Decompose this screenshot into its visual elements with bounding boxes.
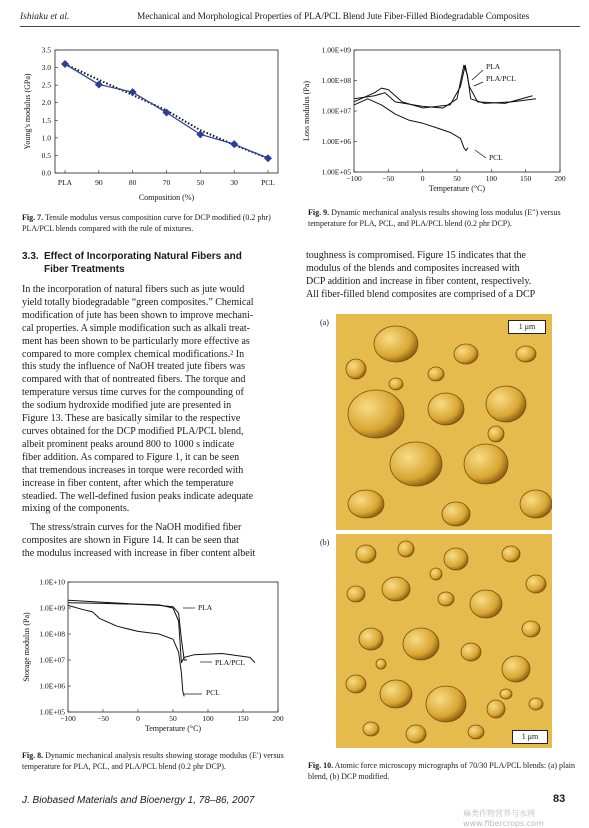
- y-tick-label: 0.5: [41, 150, 51, 160]
- series-label-leader: [475, 150, 486, 158]
- section-number: 3.3.: [22, 251, 39, 262]
- afm-texture-b: [336, 534, 552, 748]
- para1-line: this study the influence of NaOH treated jute fibers was: [22, 361, 245, 373]
- afm-domain: [426, 686, 466, 722]
- x-tick-label: PLA: [57, 178, 73, 187]
- figure-7-caption: [22, 212, 288, 234]
- afm-domain: [520, 490, 552, 518]
- para1-line: Figure 13. These are basically similar to the respective: [22, 413, 241, 425]
- x-tick-label: 50: [196, 178, 205, 187]
- figure-10-caption-label: Fig. 10.: [308, 761, 334, 770]
- para1-line: steadied. The well-defined fusion peaks indicate adequate: [22, 490, 254, 502]
- right-col-line: toughness is compromised. Figure 15 indicates that the: [306, 250, 526, 261]
- x-tick-label: 100: [202, 714, 214, 723]
- afm-domain: [526, 575, 546, 593]
- afm-micrograph-b: [336, 534, 552, 748]
- afm-domain: [487, 700, 505, 718]
- figure-9: [300, 40, 578, 200]
- footer-journal: J. Biobased Materials and Bioenergy 1, 78–86, 2007: [22, 795, 255, 806]
- para1-line: increase in fiber content, after which the temperature: [22, 477, 234, 489]
- afm-domain: [398, 541, 414, 557]
- figure-10-caption: [308, 760, 576, 782]
- para1-line: cal properties. A simple modification such as alkali treat-: [22, 322, 250, 334]
- figure-9-caption: [308, 207, 576, 229]
- y-tick-label: 1.0E+06: [39, 681, 65, 691]
- afm-domain: [403, 628, 439, 660]
- y-tick-label: 1.00E+07: [321, 106, 351, 116]
- para2-line: composites are shown in Figure 14. It can be seen that: [22, 534, 239, 546]
- x-tick-label: 150: [520, 174, 532, 183]
- y-tick-label: 2.5: [41, 80, 51, 90]
- afm-domain: [346, 359, 366, 379]
- para1-line: the sodium hydroxide modified jute are presented in: [22, 400, 232, 412]
- series-line-pcl: [68, 605, 184, 696]
- y-tick-label: 0.0: [41, 168, 51, 178]
- afm-domain: [464, 444, 508, 484]
- y-axis-title: Young's modulus (GPa): [23, 73, 32, 150]
- data-point-marker: [129, 88, 137, 96]
- y-tick-label: 2.0: [41, 98, 51, 108]
- series-label: PCL: [489, 153, 503, 162]
- x-tick-label: −100: [346, 174, 362, 183]
- x-tick-label: 30: [230, 178, 238, 187]
- figure-10-caption-text: Atomic force microscopy micrographs of 70/30 PLA/PCL blends: (a) plain blend, (b) DCP modified.: [308, 761, 575, 781]
- para1-line: ment has been shown to be particularly more effective as: [22, 335, 250, 347]
- para1-line: curves obtained for the DCP modified PLA/PCL blend,: [22, 425, 244, 437]
- x-tick-label: 70: [162, 178, 171, 187]
- afm-domain: [461, 643, 481, 661]
- y-tick-label: 1.0E+08: [39, 629, 65, 639]
- series-line-pla: [68, 603, 187, 660]
- body-paragraph-2: [22, 522, 288, 561]
- y-tick-label: 1.00E+05: [321, 167, 351, 177]
- figure-9-caption-label: Fig. 9.: [308, 208, 330, 217]
- figure-8-caption: [22, 750, 288, 772]
- series-line-pla-pcl: [68, 600, 255, 662]
- afm-domain: [430, 568, 442, 580]
- data-point-marker: [61, 60, 69, 68]
- afm-domain: [502, 546, 520, 562]
- y-tick-label: 1.0E+09: [39, 603, 65, 613]
- y-tick-label: 1.00E+09: [321, 45, 351, 55]
- data-point-marker: [264, 154, 272, 162]
- afm-domain: [356, 545, 376, 563]
- figure-8-caption-label: Fig. 8.: [22, 751, 44, 760]
- plot-frame: [68, 582, 278, 712]
- series-label: PLA: [486, 62, 501, 71]
- x-tick-label: 0: [136, 714, 140, 723]
- figure-9-caption-text: Dynamic mechanical analysis results showing loss modulus (E″) versus temperature for PLA, PCL, and PLA/PCL blend (0.2 phr DCP).: [308, 208, 561, 228]
- right-col-line: DCP addition and increase in fiber content, respectively.: [306, 275, 532, 287]
- afm-domain: [346, 675, 366, 693]
- figure-7-caption-text: Tensile modulus versus composition curve for DCP modified (0.2 phr) PLA/PCL blends compared with the rule of mixtures.: [22, 213, 271, 233]
- afm-domain: [468, 725, 484, 739]
- para1-line: mixing of the components.: [22, 503, 130, 515]
- afm-domain: [382, 577, 410, 601]
- afm-domain: [406, 725, 426, 743]
- afm-domain: [363, 722, 379, 736]
- running-head-authors: Ishiaku et al.: [20, 12, 70, 22]
- afm-domain: [444, 548, 468, 570]
- afm-domain: [389, 378, 403, 390]
- y-tick-label: 1.0: [41, 133, 51, 143]
- x-tick-label: PCL: [261, 178, 275, 187]
- x-tick-label: 80: [128, 178, 137, 187]
- afm-domain: [470, 590, 502, 618]
- afm-domain: [347, 586, 365, 602]
- x-axis-title: Temperature (°C): [144, 724, 202, 733]
- page-number: 83: [553, 793, 566, 805]
- x-tick-label: 0: [420, 174, 425, 183]
- x-tick-label: 150: [237, 714, 249, 723]
- series-label: PLA/PCL: [215, 658, 246, 667]
- scale-bar-a: 1 μm: [508, 320, 546, 334]
- scale-bar-b: 1 μm: [512, 730, 548, 744]
- data-point-marker: [196, 130, 204, 138]
- afm-domain: [380, 680, 412, 708]
- para2-line: The stress/strain curves for the NaOH modified fiber: [30, 522, 242, 533]
- y-tick-label: 1.00E+06: [321, 137, 351, 146]
- figure-8-caption-text: Dynamic mechanical analysis results showing storage modulus (E′) versus temperature for PLA, PCL, and PLA/PCL blend (0.2 phr DCP).: [22, 751, 284, 771]
- footer-watermark: 麻类作物营养与水网 www.fibercrops.com: [463, 809, 544, 828]
- y-axis-title: Loss modulus (Pa): [302, 81, 311, 141]
- afm-domain: [359, 628, 383, 650]
- series-line-pla-pcl: [354, 65, 533, 108]
- y-tick-label: 3.0: [41, 63, 51, 73]
- afm-domain: [502, 656, 530, 682]
- x-tick-label: −50: [97, 714, 109, 723]
- x-tick-label: 90: [95, 178, 103, 187]
- x-tick-label: 200: [554, 174, 566, 183]
- afm-domain: [442, 502, 470, 526]
- body-paragraph-right: [306, 250, 572, 302]
- x-axis-title: Temperature (°C): [428, 184, 486, 193]
- plot-frame: [354, 50, 560, 172]
- figure-7-caption-label: Fig. 7.: [22, 213, 44, 222]
- data-point-marker: [95, 80, 103, 88]
- afm-domain: [428, 367, 444, 381]
- series-label: PLA/PCL: [486, 74, 517, 83]
- para1-line: compared with that of nontreated fibers. The torque and: [22, 374, 246, 386]
- section-title-line2: Fiber Treatments: [44, 264, 125, 275]
- series-label: PLA: [198, 603, 213, 612]
- afm-domain: [438, 592, 454, 606]
- x-tick-label: 100: [485, 174, 497, 183]
- afm-domain: [529, 698, 543, 710]
- afm-micrograph-a: [336, 314, 552, 530]
- y-tick-label: 1.0E+05: [39, 707, 65, 717]
- y-tick-label: 1.00E+08: [321, 76, 351, 85]
- para1-line: modification of jute has been shown to improve mechani-: [22, 309, 254, 321]
- figure-9-chart: [300, 40, 578, 200]
- y-tick-label: 3.5: [41, 45, 51, 55]
- afm-domain: [348, 390, 404, 438]
- x-tick-label: −50: [382, 174, 395, 183]
- section-title-line1: Effect of Incorporating Natural Fibers and: [44, 251, 242, 262]
- afm-domain: [428, 393, 464, 425]
- x-tick-label: 50: [169, 714, 177, 723]
- body-paragraph-1: [22, 284, 288, 516]
- series-line-pcl: [354, 99, 468, 151]
- afm-domain: [374, 326, 418, 362]
- x-tick-label: −100: [60, 714, 76, 723]
- afm-domain: [376, 659, 386, 669]
- y-axis-title: Storage modulus (Pa): [22, 612, 31, 682]
- para1-line: compared to more complex chemical modifications.² In: [22, 348, 245, 360]
- section-heading: [22, 250, 292, 276]
- right-col-line: All fiber-filled blend composites are comprised of a DCP: [306, 288, 536, 300]
- para1-line: albeit prominent peaks around 800 to 1000 s indicate: [22, 438, 235, 450]
- series-label-leader: [474, 82, 483, 86]
- afm-domain: [486, 386, 526, 422]
- afm-domain: [454, 344, 478, 364]
- figure-8: [20, 574, 290, 746]
- para1-line: yield totally biodegradable “green composites.” Chemical: [22, 296, 254, 308]
- x-tick-label: 50: [453, 174, 461, 183]
- para1-line: In the incorporation of natural fibers such as jute would: [22, 284, 245, 295]
- series-line-pla: [354, 65, 536, 108]
- y-tick-label: 1.0E+10: [39, 577, 65, 587]
- figure-7-chart: [20, 40, 290, 208]
- right-col-line: modulus of the blends and composites increased with: [306, 262, 520, 274]
- afm-domain: [522, 621, 540, 637]
- y-tick-label: 1.5: [41, 115, 51, 125]
- y-tick-label: 1.0E+07: [39, 655, 65, 665]
- series-label: PCL: [206, 688, 220, 697]
- para1-line: that tremendous increases in torque were recorded with: [22, 464, 244, 476]
- panel-b-label: (b): [320, 538, 330, 547]
- header-rule: [20, 26, 580, 27]
- figure-7: [20, 40, 290, 208]
- running-head-title: Mechanical and Morphological Properties of PLA/PCL Blend Jute Fiber-Filled Biodegradable Composites: [137, 12, 530, 22]
- x-axis-title: Composition (%): [138, 193, 195, 202]
- panel-a-label: (a): [320, 318, 329, 327]
- afm-domain: [348, 490, 384, 518]
- afm-domain: [500, 689, 512, 699]
- data-point-marker: [230, 140, 238, 148]
- para2-line: the modulus increased with increase in fiber content albeit: [22, 547, 256, 559]
- figure-8-chart: [20, 574, 290, 746]
- para1-line: temperature versus time curves for the compounding of: [22, 387, 244, 399]
- afm-texture-a: [336, 314, 552, 530]
- para1-line: fiber addition. As compared to Figure 1, it can be seen: [22, 451, 240, 463]
- afm-domain: [390, 442, 442, 486]
- afm-domain: [488, 426, 504, 442]
- x-tick-label: 200: [272, 714, 284, 723]
- series-label-leader: [472, 70, 483, 80]
- afm-domain: [516, 346, 536, 362]
